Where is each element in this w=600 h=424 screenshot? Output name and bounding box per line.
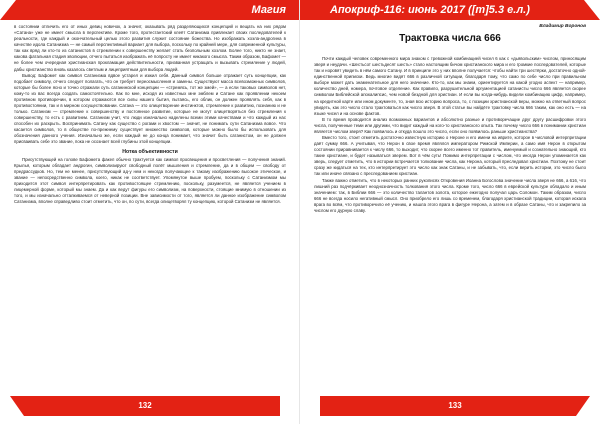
- page-number: 133: [448, 401, 462, 410]
- paragraph: Присутствующей на голове Бафомета факел обычно трактуется как символ просвещения и просветления — получения знаний. Крылья, которым обладает андрогин, символизируют свободный полёт мышления и стремление, да и в общем — свободу от предрассудков. Но, тем не менее, присутствующий ад-у нем и некогда получающее к такому изображению высокое этическое, и звание — непосредственно символа, коего, никак не соответствует. Упомянутое выше пробуем, поскольку с Сатанизмом мы приходится этот символ интерпретировать как противостоящее стремлению, поскольку, разумеется, не является учением в лицемерной форме, который мы знаем. Да и как ведут фигуры его символизм, на поверхности, стоящие мнимую в отношении из того, и мы изначально отталкиваемся от неверной позиции. Вне зависимости от того, является ли данное изображение символом Сатанизма, вполне справедливо стоит отметить, что он, по сути, всегда олицетворял ту концепцию, которой Сатанизм не является.: [14, 156, 286, 205]
- section-title: Магия: [251, 4, 286, 16]
- paragraph: Почти каждый человек современного мира знаком с тревожной комбинацией чисел 6 как с «дьявольским» числом, приносящим зверя и неудачи. «Шестьсот шестьдесят шесть» стало настоящим бичом христианского мира и его громкие последователей, которые так и норовят увидеть в нём самого Сатану. И в принципе это у них вполне получается: чтобы найти три шестёрки, достаточно одной-единственной приписки. Ведь многие видят 666 в различной ситуации, благодаря тому, что само по себе число при правильном выборе может дать знаменательное для него значение. Кто-то, как мы знаем, ориентируется на какой угодно аспект — например, количество дней, номера, почтовое отделение. Как правило, разрушительной аргументацией сатанисты число 666 является скорее символом Библейской апокалипсис, чем новой бездной для христиан. И если вы когда-нибудь видели комбинацию цифр, например, на кредитной карте или ином документе, то, зная всю историю вопроса, то, с позиции христианской веры, можно на ответный вопрос увидеть, как это число стало трактоваться как число зверя. В этой статье вы найдёте трактовку числа 666 таким, как оно есть — на языке чисел и на основе фактов.: [314, 56, 586, 116]
- right-header-bar: [300, 0, 600, 20]
- header-notch-decoration: [0, 0, 16, 20]
- left-header-bar: [0, 0, 300, 20]
- left-footer-bar: [10, 396, 280, 416]
- page-number: 132: [138, 401, 152, 410]
- article-author: Владимир Воронов: [539, 24, 586, 29]
- paragraph: В то время проводится анализ возможных вариантов и абсолютно разные и противоречащие друг другу расшифровки этого числа, полученные теми или другими, что видит каждый на кого-то христианского опыта. Так почему число 666 в понимании христиан является числом зверя? Как появилось и откуда пошло это число, если оно появилось раньше христианства?: [314, 116, 586, 134]
- paragraph: в состоянии отличить его от иных девиц новичок, а значит, оказывать ряд разделяющихся концепций и вещать на них рядом «Сатана» уже не имеет смысла в перспективе. Кроме того, протестантский клеёт Сатанизма привлекает своих последователей к реальности, где каждый и окончательный целью этого развития служит состояние божества. Но изображать хоэла-андрогина в качестве идола Сатанизма — не самый перспективный вариант для выбора, поскольку по крайней мере, для современной культуры, так как вряд ли кто-то из сатанистов в стремлении к совершенству желает стать безпольным хоэлом. Более того, никто не знает, какова фатальная стадия эволюции, отчего пытаться изображать её попросту не имеет никакого смысла. Таким образом, Бафомет — не более чем очередная христианская прокламация действительности, призванная устращать и вызывать стремление у людей, дабы христианство вновь казалось светлым и лицеприятным для выбора людей.: [14, 24, 286, 72]
- article-title: Трактовка числа 666: [399, 33, 501, 44]
- right-page: [300, 0, 600, 424]
- left-article-body: [14, 24, 286, 384]
- header-notch-decoration: [584, 0, 600, 20]
- paragraph: Вывод: Бафомет как символ Сатанизма вдвое устарел и изжил себя. Данный символ больше отражает суть концепции, как подобает символу, отчего следует полагать, что он требует переосмысления и замены. Существуют масса всевозможных символов, которые бы более ясно и точно отражали суть сатанинской концепции — «стремясь, тот же змей», — а если таковых символов нет, кому-то из вас всегда создать самостоятельно. Как по мне, исходя из известных мне эмблем и Сатане как проявлении некоем противном противоречии, в котором отражаются все силы нашего бытия, пытаясь, его облик, он должен проявлять себя, как в противостоянии, так и в мирном сосуществовании. Сатана — это олицетворение инстинктов, стремление к развитию, познанию и не только. Сатанизм — стремление к совершенству и постоянное развитие, которые не могут олицетворяться без стремления к совершенству, то есть с развитием. Сатанизм учит, что люди изначально наделены всеми этими качествами и что каждый из нас способен их раскрыть. Воспринимать Сатану как существо с рогами и хвостом — значит, не понимать сути Сатанизма вовсе. Что касается символов, то в обществе по-прежнему существует множество символов, которые можно было бы использовать для обозначения данного учения. Изначально же, если каждый не до конца понимает, что значит быть сатанистом, он не должен присваивать себе это звание, пока не осознает всей глубины этой концепции.: [14, 72, 286, 145]
- paragraph: Также важно отметить, что в некоторых ранних рукописях Откровения Иоанна Богослова значение числа зверя не 666, а 616, что лишний раз подчёркивает неоднозначность толкования этого числа. Кроме того, число 666 в еврейской культуре обладало и иным значением: так, в Библии 666 — это количество талантов золота, которое ежегодно получал царь Соломон. Таким образом, число 666 не всегда носило негативный смысл. Оно приобрело его лишь со временем, благодаря христианской традиции, которая искала врага во всём, что противоречило её учению, и нашла этого врага в фигуре Нерона, а затем и в образе Сатаны, что и закрепило за числом его дурную славу.: [314, 177, 586, 213]
- paragraph: Вместо того, стоит отметить достаточно известную историю о Нероне и его имени на иврите, которое в числовой интерпретации даёт сумму 666. А учитывая, что Нерон в свое время являлся императором Римской Империи, а само имя Нерон в открытом состоянии приравнивается к числу 666, то выходит, что скорее всего именно тот правитель, именуемый и сознательно знающий, кто такие христиане, и будет называться зверем. Вот в чём суть! Помимо интерпретации с числом, что иногда Нерон упоминается как зверь, следует отметить, что в истории встречается толкование числа, как Нерона, который преследовал христиан. Поэтому не стоит сразу же кидаться на тех, кто интерпретирует это число как знак Сатаны, и не забывать, что, если верить истории, это число было так или иначе связано с преследованием христиан.: [314, 135, 586, 177]
- right-footer-bar: [320, 396, 590, 416]
- right-article-body: [314, 56, 586, 384]
- subheading: Нотка объективности: [122, 148, 178, 155]
- issue-title: Апокриф-116: июнь 2017 ([т]5.3 е.л.): [330, 4, 530, 16]
